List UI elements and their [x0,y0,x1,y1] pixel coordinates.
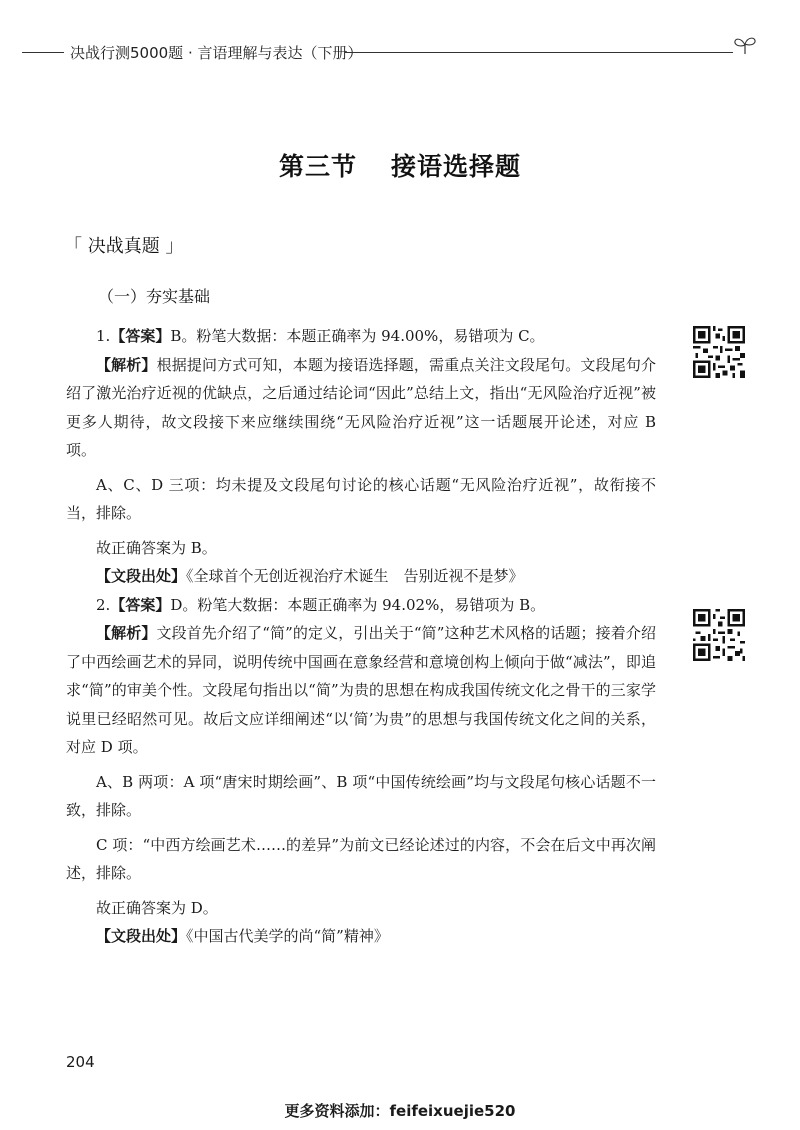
q1-source-text: 《全球首个无创近视治疗术诞生 告别近视不是梦》 [186,567,524,585]
analysis-tag: 【解析】 [96,624,157,642]
q2-answer-line [66,591,656,620]
answer-body [66,322,656,951]
running-header [0,40,800,64]
sprout-icon [730,32,760,56]
q1-number: 1. [96,327,111,345]
q2-analysis-text: 文段首先介绍了“简”的定义，引出关于“简”这种艺术风格的话题；接着介绍了中西绘画艺术的异同，说明传统中国画在意象经营和意境创构上倾向于做“减法”，即追求“简”的审美个性。文段尾句指出以“简”为贵的思想在构成我国传统文化之骨干的三家学说里已经昭然可见。故后文应详细阐述“以‘简’为贵”的思想与我国传统文化之间的关系，对应 D 项。 [66,624,656,756]
q2-analysis [66,619,656,762]
section-number: 第三节 [278,152,357,181]
q2-option-c-paragraph: C 项：“中西方绘画艺术……的差异”为前文已经论述过的内容，不会在后文中再次阐述，排除。 [66,835,656,882]
q2-options-ab-paragraph: A、B 两项：A 项“唐宋时期绘画”、B 项“中国传统绘画”均与文段尾句核心话题不一致，排除。 [66,772,656,819]
q1-source [66,562,656,591]
q2-answer-text: D。粉笔大数据：本题正确率为 94.02%，易错项为 B。 [170,595,546,614]
analysis-tag: 【解析】 [96,355,157,374]
page-number: 204 [66,1053,95,1071]
answer-tag: 【答案】 [110,595,171,614]
q1-answer-line [66,322,656,351]
book-title: 决战行测5000题 · 言语理解与表达（下册） [70,44,363,62]
subsection-title: （一）夯实基础 [98,287,211,306]
q1-conclusion: 故正确答案为 B。 [96,538,217,557]
section-title [0,147,800,183]
q2-number: 2. [96,595,111,614]
q1-options-paragraph: A、C、D 三项：均未提及文段尾句讨论的核心话题“无风险治疗近视”，故衔接不当，排除。 [66,475,656,522]
qr-code-icon[interactable] [693,326,745,378]
header-rule-right [345,52,733,53]
section-name: 接语选择题 [391,152,522,181]
q2-source-text: 《中国古代美学的尚“简”精神》 [186,927,389,945]
block-title: 「 决战真题 」 [64,236,184,257]
qr-code-icon[interactable] [693,609,745,661]
answer-tag: 【答案】 [110,327,171,345]
q2-conclusion: 故正确答案为 D。 [96,898,218,917]
q1-answer-text: B。粉笔大数据：本题正确率为 94.00%，易错项为 C。 [170,327,545,345]
header-rule-left [22,52,64,53]
q2-source [66,922,656,951]
source-tag: 【文段出处】 [96,567,187,585]
q1-analysis [66,351,656,465]
footer-contact: 更多资料添加：feifeixuejie520 [284,1102,516,1120]
q1-analysis-text: 根据提问方式可知，本题为接语选择题，需重点关注文段尾句。文段尾句介绍了激光治疗近视的优缺点，之后通过结论词“因此”总结上文，指出“无风险治疗近视”被更多人期待，故文段接下来应继续围绕“无风险治疗近视”这一话题展开论述，对应 B 项。 [66,355,656,459]
source-tag: 【文段出处】 [96,927,187,945]
